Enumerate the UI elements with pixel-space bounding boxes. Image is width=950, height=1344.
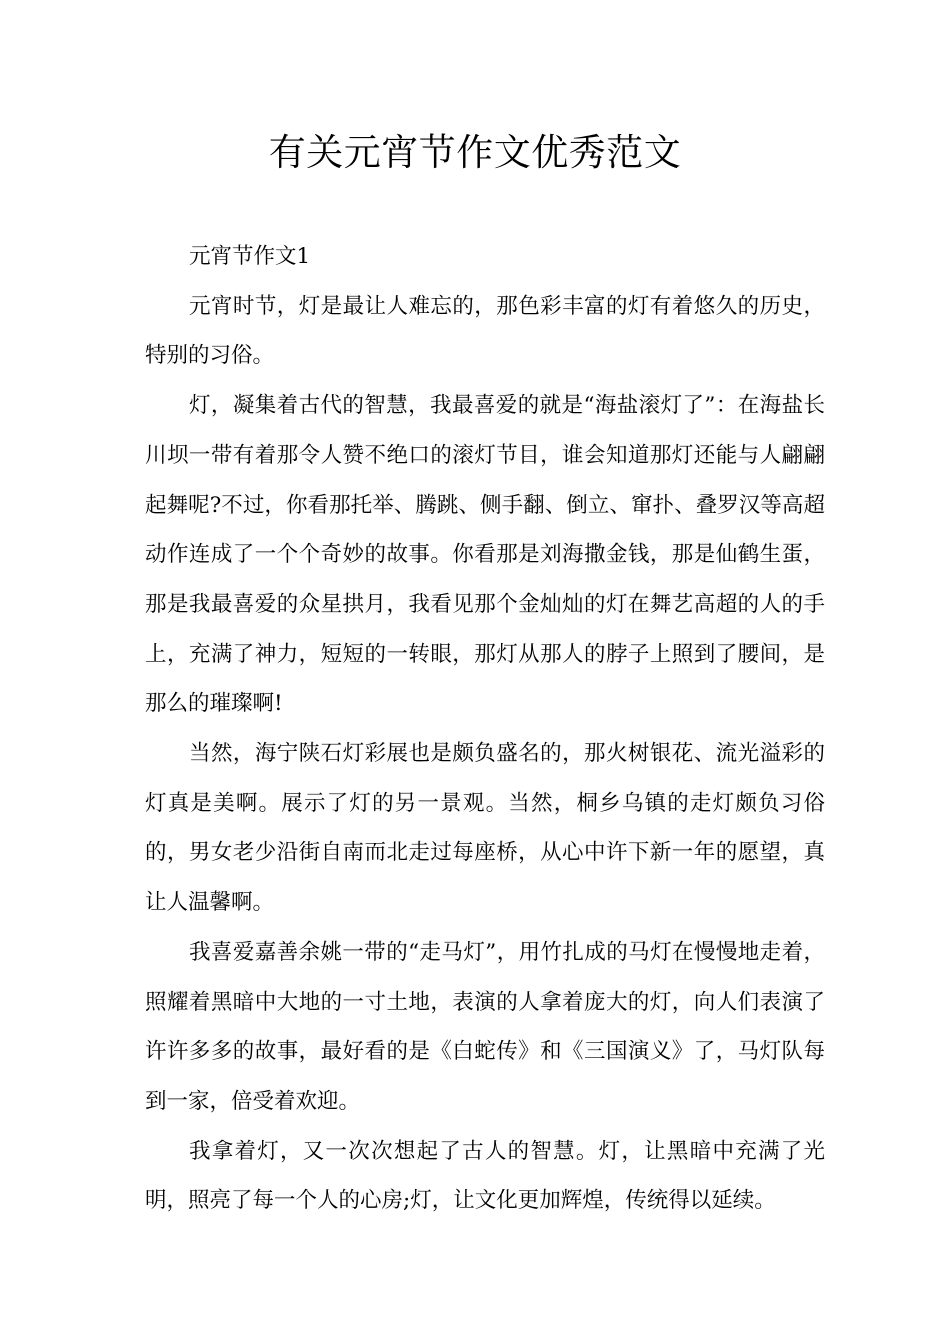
section-heading: 元宵节作文1 bbox=[189, 244, 311, 269]
paragraph: 当然，海宁陕石灯彩展也是颇负盛名的，那火树银花、流光溢彩的灯真是美啊。展示了灯的另一景观。当然，桐乡乌镇的走灯颇负习俗的，男女老少沿街自南而北走过每座桥，从心中许下新一年的愿望，真让人温馨啊。 bbox=[145, 741, 825, 916]
paragraph: 灯，凝集着古代的智慧，我最喜爱的就是“海盐滚灯了”：在海盐长川坝一带有着那令人赞不绝口的滚灯节目，谁会知道那灯还能与人翩翩起舞呢?不过，你看那托举、腾跳、侧手翻、倒立、窜扑、叠罗汉等高超动作连成了一个个奇妙的故事。你看那是刘海撒金钱，那是仙鹤生蛋，那是我最喜爱的众星拱月，我看见那个金灿灿的灯在舞艺高超的人的手上，充满了神力，短短的一转眼，那灯从那人的脖子上照到了腰间，是那么的璀璨啊! bbox=[145, 393, 825, 717]
paragraph: 我喜爱嘉善余姚一带的“走马灯”，用竹扎成的马灯在慢慢地走着，照耀着黑暗中大地的一寸土地，表演的人拿着庞大的灯，向人们表演了许许多多的故事，最好看的是《白蛇传》和《三国演义》了，马灯队每到一家，倍受着欢迎。 bbox=[145, 939, 825, 1114]
document-title: 有关元宵节作文优秀范文 bbox=[268, 131, 682, 174]
document-body bbox=[145, 232, 825, 1226]
paragraph: 元宵时节，灯是最让人难忘的，那色彩丰富的灯有着悠久的历史，特别的习俗。 bbox=[145, 293, 825, 369]
paragraph: 我拿着灯，又一次次想起了古人的智慧。灯，让黑暗中充满了光明，照亮了每一个人的心房;灯，让文化更加辉煌，传统得以延续。 bbox=[145, 1138, 825, 1214]
